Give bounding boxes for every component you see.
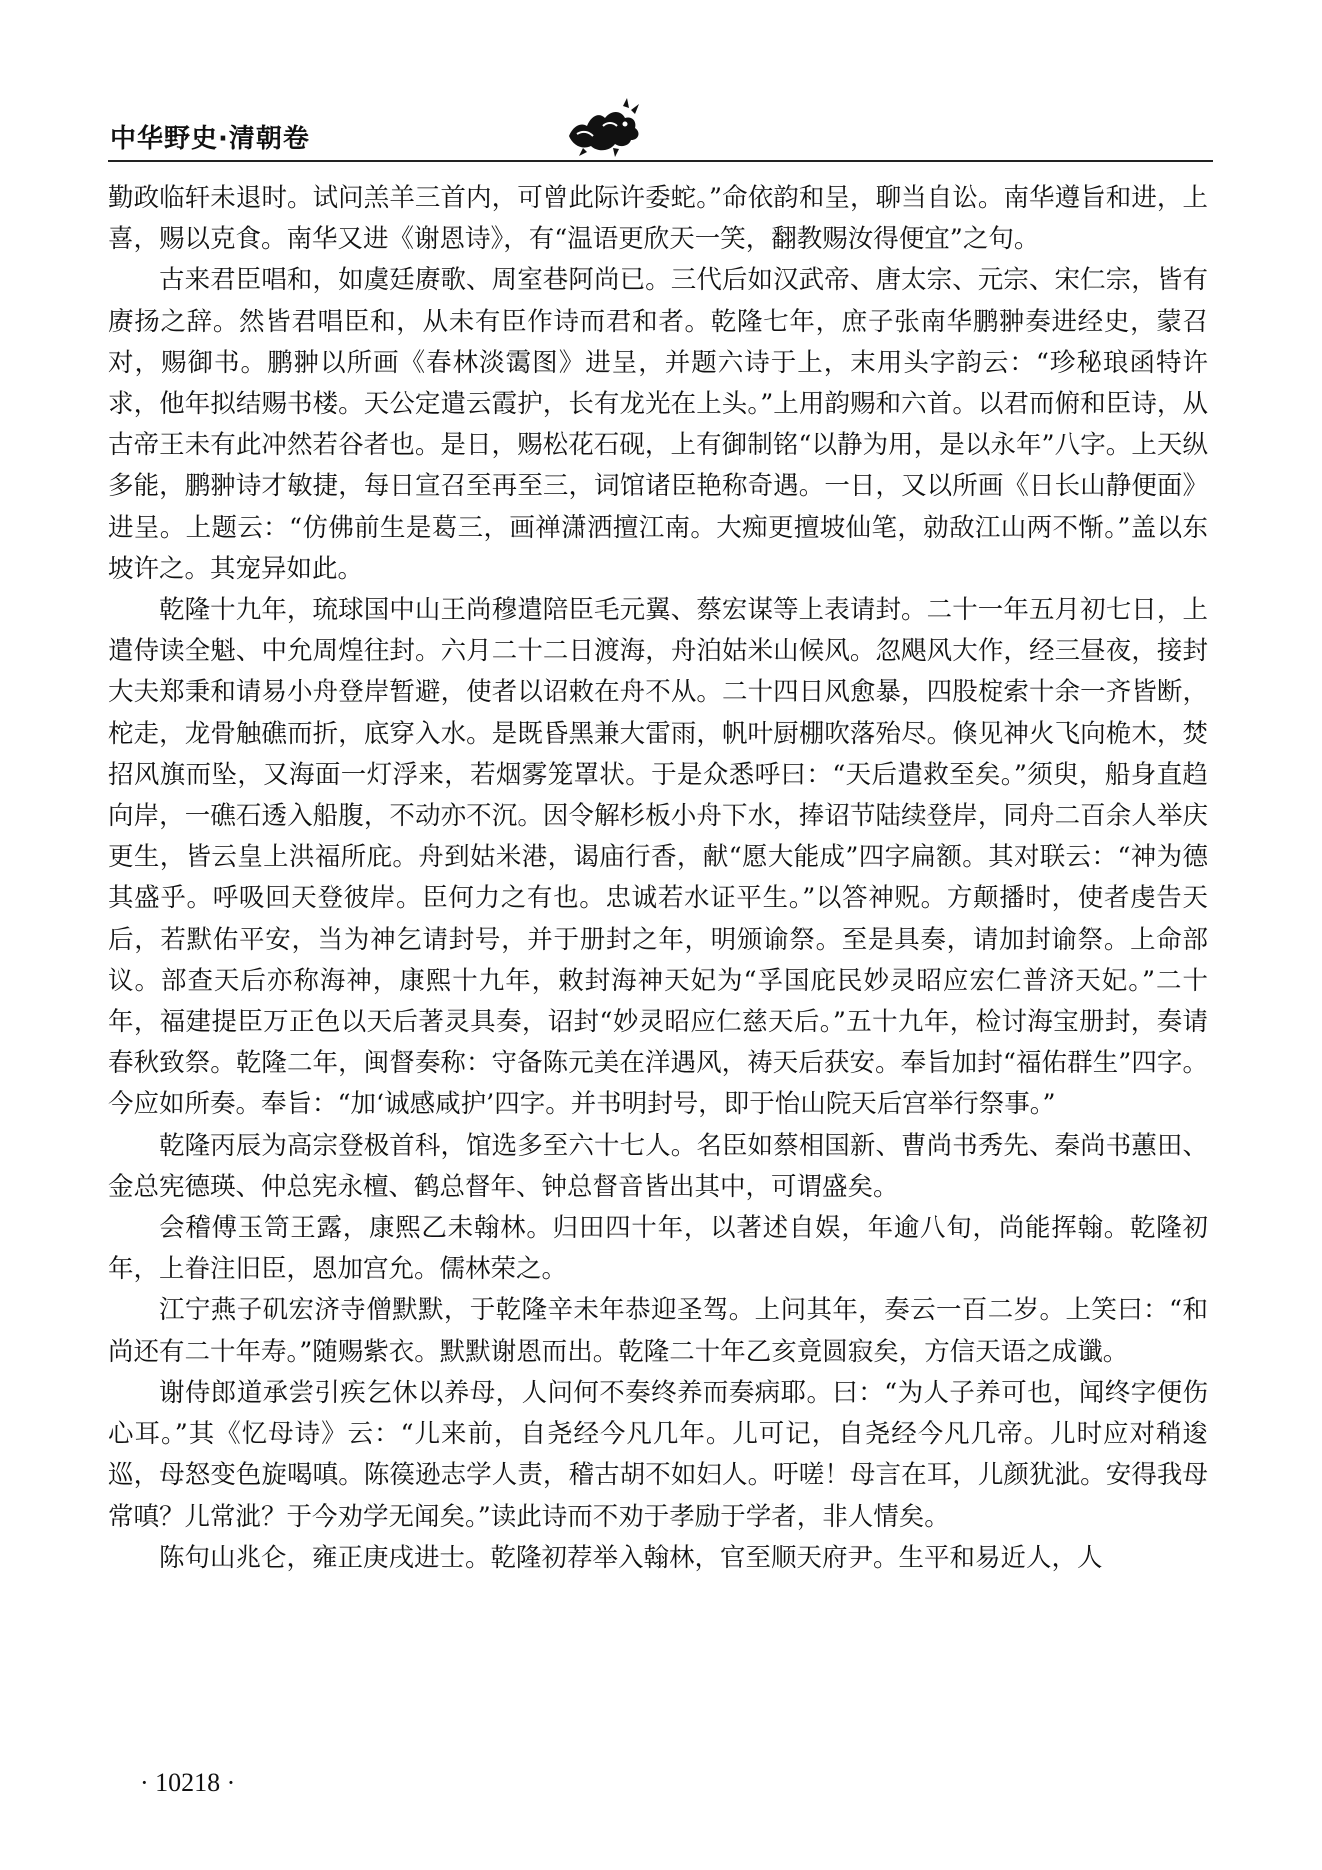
paragraph: 乾隆丙辰为高宗登极首科，馆选多至六十七人。名臣如蔡相国新、曹尚书秀先、秦尚书蕙田、金总宪德瑛、仲总宪永檀、鹤总督年、钟总督音皆出其中，可谓盛矣。	[108, 1130, 1208, 1202]
paragraph: 江宁燕子矶宏济寺僧默默，于乾隆辛未年恭迎圣驾。上问其年，奏云一百二岁。上笑曰：“和尚还有二十年寿。”随赐紫衣。默默谢恩而出。乾隆二十年乙亥竟圆寂矣，方信天语之成谶。	[108, 1295, 1208, 1367]
header-rule	[108, 160, 1213, 162]
page-header	[108, 112, 1213, 162]
paragraph: 古来君臣唱和，如虞廷赓歌、周室巷阿尚已。三代后如汉武帝、唐太宗、元宗、宋仁宗，皆有赓扬之辞。然皆君唱臣和，从未有臣作诗而君和者。乾隆七年，庶子张南华鹏翀奏进经史，蒙召对，赐御书。鹏翀以所画《春林淡霭图》进呈，并题六诗于上，末用头字韵云：“珍秘琅函特许求，他年拟结赐书楼。天公定遣云霞护，长有龙光在上头。”上用韵赐和六首。以君而俯和臣诗，从古帝王未有此冲然若谷者也。是日，赐松花石砚，上有御制铭“以静为用，是以永年”八字。上天纵多能，鹏翀诗才敏捷，每日宣召至再至三，词馆诸臣艳称奇遇。一日，又以所画《日长山静便面》进呈。上题云：“仿佛前生是葛三，画禅潇洒擅江南。大痴更擅坡仙笔，勍敌江山两不惭。”盖以东坡许之。其宠异如此。	[108, 265, 1208, 584]
paragraph: 乾隆十九年，琉球国中山王尚穆遣陪臣毛元翼、蔡宏谋等上表请封。二十一年五月初七日，上遣侍读全魁、中允周煌往封。六月二十二日渡海，舟泊姑米山候风。忽飓风大作，经三昼夜，接封大夫郑秉和请易小舟登岸暂避，使者以诏敕在舟不从。二十四日风愈暴，四股椗索十余一齐皆断，柁走，龙骨触礁而折，底穿入水。是既昏黑兼大雷雨，帆叶厨棚吹落殆尽。倏见神火飞向桅木，焚招风旗而坠，又海面一灯浮来，若烟雾笼罩状。于是众悉呼曰：“天后遣救至矣。”须臾，船身直趋向岸，一礁石透入船腹，不动亦不沉。因令解杉板小舟下水，捧诏节陆续登岸，同舟二百余人举庆更生，皆云皇上洪福所庇。舟到姑米港，谒庙行香，献“愿大能成”四字扁额。其对联云：“神为德其盛乎。呼吸回天登彼岸。臣何力之有也。忠诚若水证平生。”以答神贶。方颠播时，使者虔告天后，若默佑平安，当为神乞请封号，并于册封之年，明颁谕祭。至是具奏，请加封谕祭。上命部议。部查天后亦称海神，康熙十九年，敕封海神天妃为“孚国庇民妙灵昭应宏仁普济天妃。”二十年，福建提臣万正色以天后著灵具奏，诏封“妙灵昭应仁慈天后。”五十九年，检讨海宝册封，奏请春秋致祭。乾隆二年，闽督奏称：守备陈元美在洋遇风，祷天后获安。奉旨加封“福佑群生”四字。今应如所奏。奉旨：“加‘诚感咸护’四字。并书明封号，即于怡山院天后宫举行祭事。”	[108, 595, 1208, 1120]
paragraph: 勤政临轩未退时。试问羔羊三首内，可曾此际许委蛇。”命依韵和呈，聊当自讼。南华遵旨和进，上喜，赐以克食。南华又进《谢恩诗》，有“温语更欣天一笑，翻教赐汝得便宜”之句。	[108, 183, 1208, 255]
body-text	[108, 178, 1208, 1579]
book-title: 中华野史·清朝卷	[110, 124, 310, 154]
page-number: · 10218 ·	[140, 1768, 236, 1797]
paragraph: 会稽傅玉笥王露，康熙乙未翰林。归田四十年，以著述自娱，年逾八旬，尚能挥翰。乾隆初年，上眷注旧臣，恩加宫允。儒林荣之。	[108, 1213, 1208, 1285]
paragraph: 陈句山兆仑，雍正庚戌进士。乾隆初荐举入翰林，官至顺天府尹。生平和易近人，人	[159, 1542, 1103, 1573]
paragraph: 谢侍郎道承尝引疾乞休以养母，人问何不奏终养而奏病耶。曰：“为人子养可也，闻终字便伤心耳。”其《忆母诗》云：“儿来前，自尧经今凡几年。儿可记，自尧经今凡几帝。儿时应对稍逡巡，母怒变色旋喝嗔。陈篌逊志学人责，稽古胡不如妇人。吁嗟！母言在耳，儿颜犹泚。安得我母常嗔？儿常泚？于今劝学无闻矣。”读此诗而不劝于孝励于学者，非人情矣。	[108, 1377, 1208, 1532]
dragon-emblem-icon	[563, 96, 645, 158]
